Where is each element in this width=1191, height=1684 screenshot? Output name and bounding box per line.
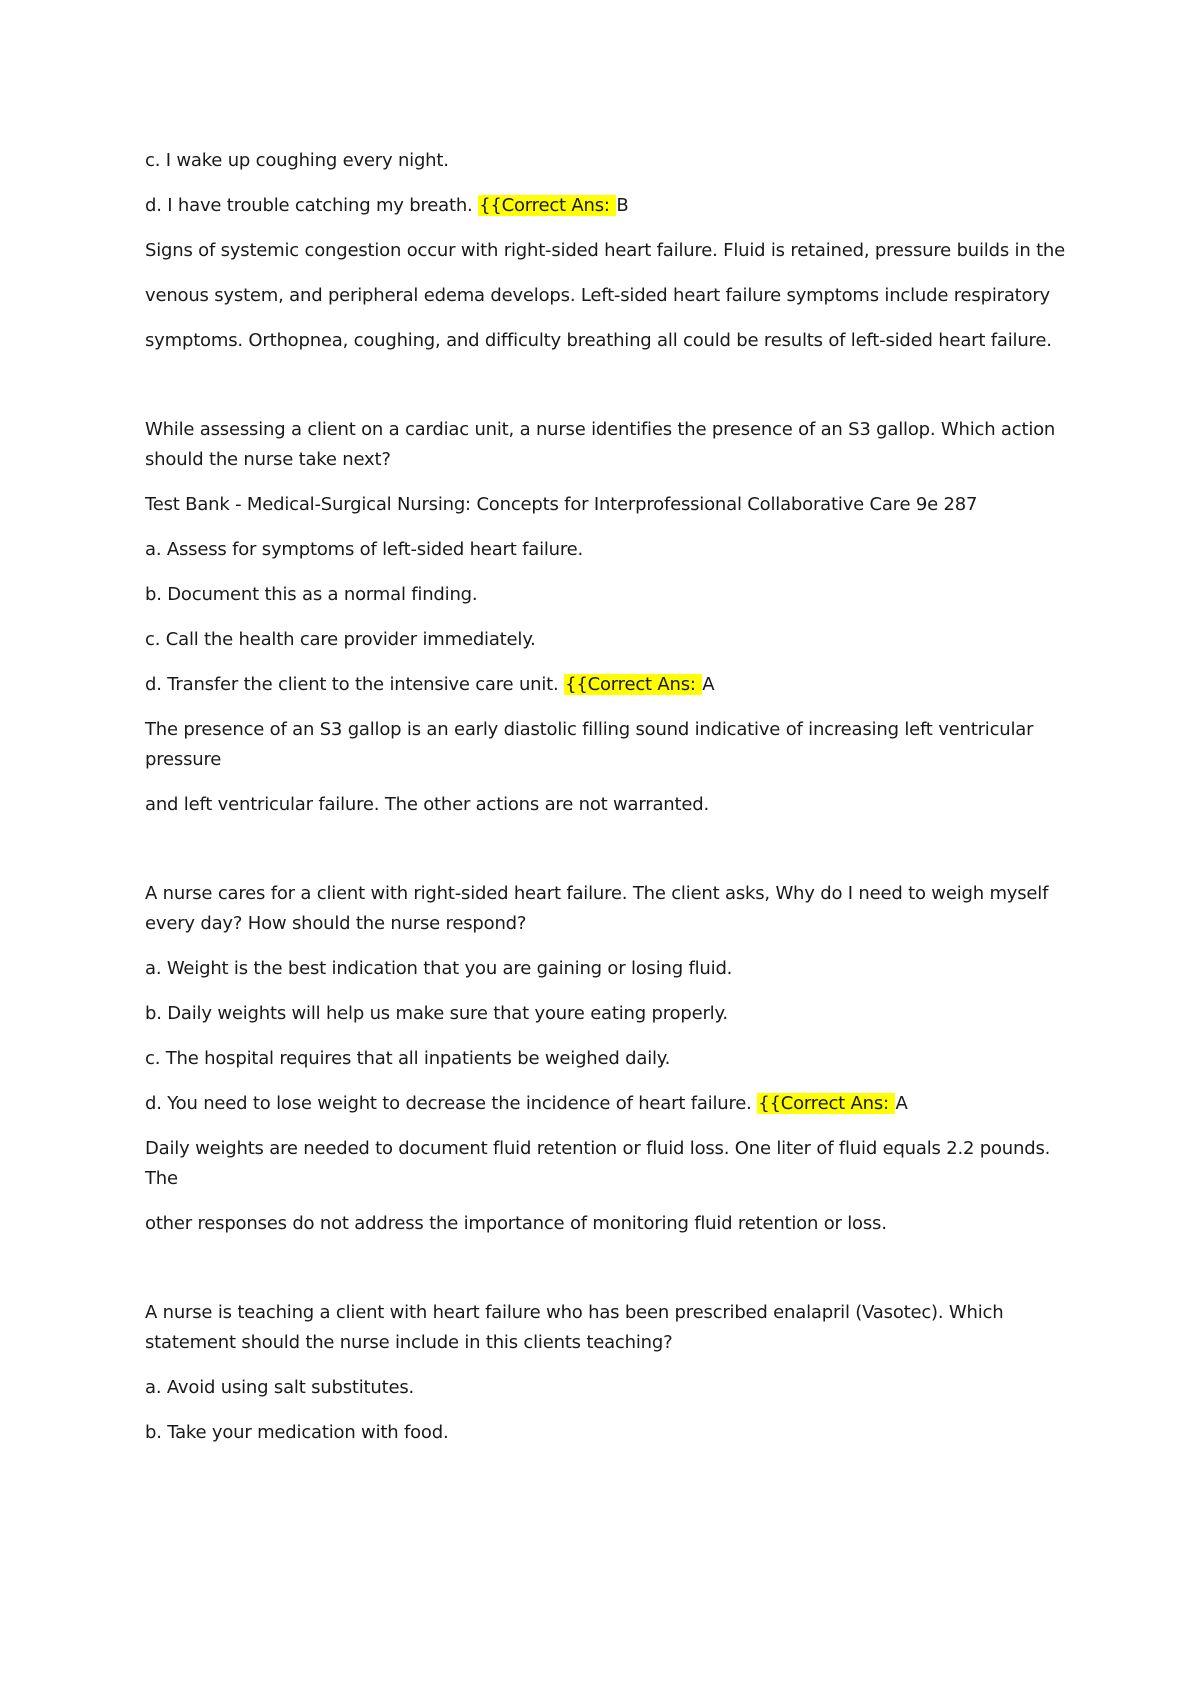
- rationale-paragraph: Daily weights are needed to document fluid retention or fluid loss. One liter of fluid equals 2.2 pounds. The: [145, 1138, 1051, 1189]
- document-page: [145, 146, 1065, 1463]
- option-b: b. Take your medication with food.: [145, 1422, 449, 1443]
- correct-answer-tag: {{Correct Ans:: [758, 1093, 895, 1114]
- correct-answer-letter: A: [702, 674, 715, 695]
- rationale-paragraph: and left ventricular failure. The other actions are not warranted.: [145, 794, 709, 815]
- option-text: d. I have trouble catching my breath.: [145, 195, 479, 216]
- option-d: [145, 670, 1065, 700]
- block-gap: [145, 1254, 1065, 1298]
- correct-answer-letter: B: [616, 195, 629, 216]
- option-a: a. Weight is the best indication that you are gaining or losing fluid.: [145, 958, 733, 979]
- option-d: [145, 191, 1065, 221]
- rationale-paragraph: symptoms. Orthopnea, coughing, and difficulty breathing all could be results of left-sided heart failure.: [145, 330, 1052, 351]
- question-stem: While assessing a client on a cardiac unit, a nurse identifies the presence of an S3 gallop. Which action should the nurse take next?: [145, 419, 1056, 470]
- block-gap: [145, 835, 1065, 879]
- rationale-paragraph: Signs of systemic congestion occur with right-sided heart failure. Fluid is retained, pressure builds in the: [145, 240, 1066, 261]
- question-stem: A nurse cares for a client with right-sided heart failure. The client asks, Why do I need to weigh myself every day? How should the nurse respond?: [145, 883, 1049, 934]
- option-b: b. Daily weights will help us make sure that youre eating properly.: [145, 1003, 728, 1024]
- correct-answer-letter: A: [895, 1093, 908, 1114]
- correct-answer-tag: {{Correct Ans:: [565, 674, 702, 695]
- rationale-paragraph: other responses do not address the importance of monitoring fluid retention or loss.: [145, 1213, 887, 1234]
- option-c: c. Call the health care provider immediately.: [145, 629, 536, 650]
- option-a: a. Assess for symptoms of left-sided heart failure.: [145, 539, 584, 560]
- correct-answer-tag: {{Correct Ans:: [479, 195, 616, 216]
- option-text: d. Transfer the client to the intensive care unit.: [145, 674, 565, 695]
- block-gap: [145, 371, 1065, 415]
- question-stem: A nurse is teaching a client with heart failure who has been prescribed enalapril (Vasotec). Which statement should the nurse include in this clients teaching?: [145, 1302, 1004, 1353]
- option-d: [145, 1089, 1065, 1119]
- rationale-paragraph: The presence of an S3 gallop is an early diastolic filling sound indicative of increasing left ventricular pressure: [145, 719, 1034, 770]
- option-b: b. Document this as a normal finding.: [145, 584, 478, 605]
- option-a: a. Avoid using salt substitutes.: [145, 1377, 415, 1398]
- source-citation: Test Bank - Medical-Surgical Nursing: Concepts for Interprofessional Collaborative Care 9e 287: [145, 494, 978, 515]
- option-c: c. The hospital requires that all inpatients be weighed daily.: [145, 1048, 671, 1069]
- option-text: d. You need to lose weight to decrease the incidence of heart failure.: [145, 1093, 758, 1114]
- rationale-paragraph: venous system, and peripheral edema develops. Left-sided heart failure symptoms include respiratory: [145, 285, 1050, 306]
- option-c: c. I wake up coughing every night.: [145, 150, 449, 171]
